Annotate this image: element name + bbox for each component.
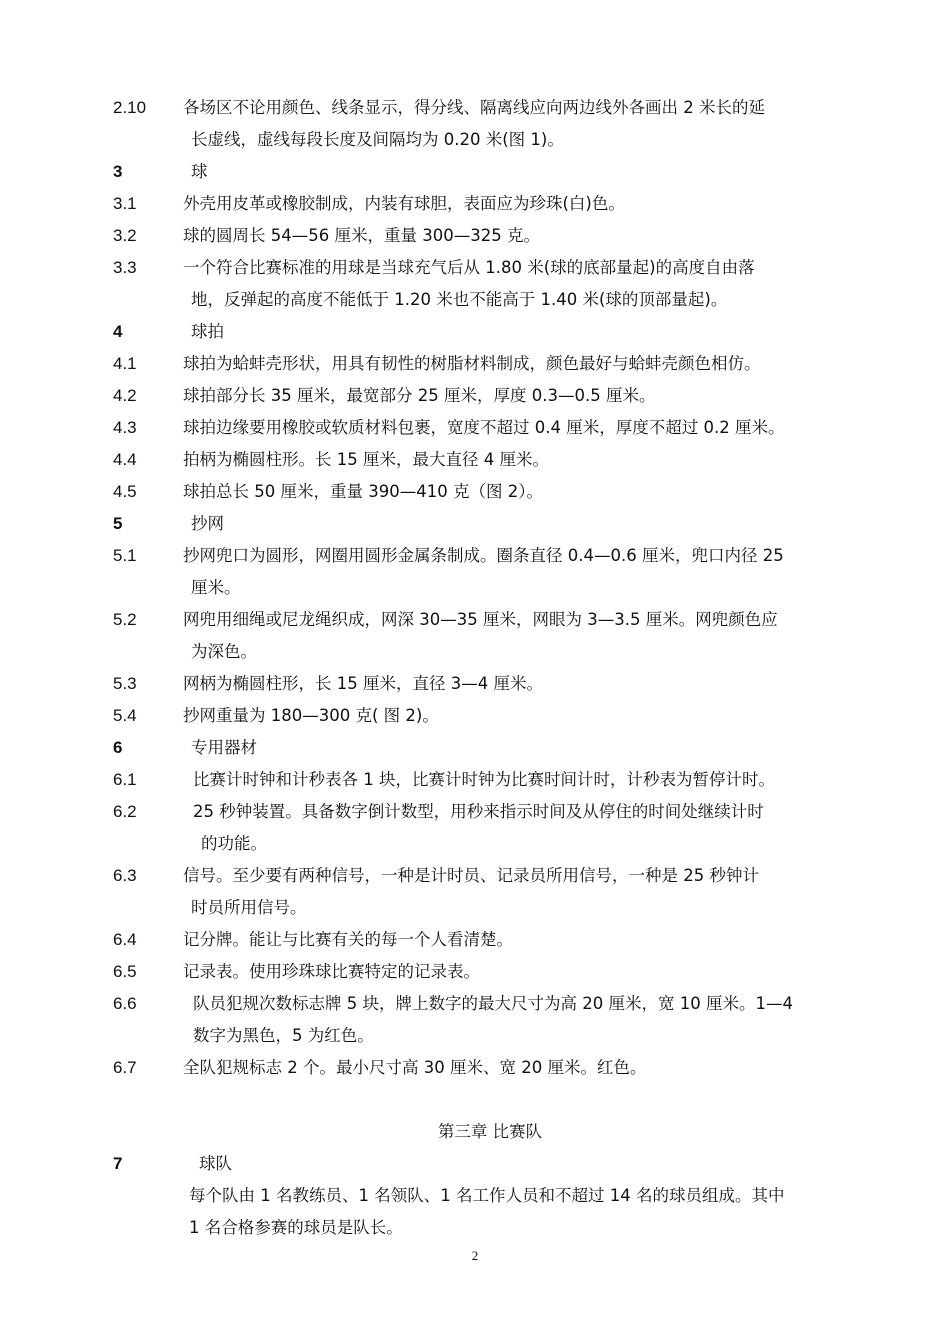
section-number: 6.5 — [113, 962, 137, 981]
section-text: 球拍总长 50 厘米，重量 390—410 克（图 2）。 — [183, 482, 543, 501]
section-heading: 球拍 — [191, 322, 224, 341]
section-text — [193, 988, 873, 1052]
section-number: 4.1 — [113, 354, 137, 373]
section-number: 6.4 — [113, 930, 137, 949]
section-heading: 专用器材 — [191, 738, 257, 757]
section-number: 6.7 — [113, 1058, 137, 1077]
section-number: 3.2 — [113, 226, 137, 245]
section-number: 3.3 — [113, 258, 137, 277]
section-text: 球的圆周长 54—56 厘米，重量 300—325 克。 — [183, 226, 540, 245]
section-text: 外壳用皮革或橡胶制成，内装有球胆，表面应为珍珠(白)色。 — [183, 194, 625, 213]
section-text: 记分牌。能让与比赛有关的每一个人看清楚。 — [183, 930, 513, 949]
section-number: 4 — [113, 322, 123, 341]
section-text: 全队犯规标志 2 个。最小尺寸高 30 厘米、宽 20 厘米。红色。 — [183, 1058, 647, 1077]
text-line: 长虚线，虚线每段长度及间隔均为 0.20 米(图 1)。 — [191, 130, 564, 149]
section-number: 6.2 — [113, 802, 137, 821]
section-text: 抄网重量为 180—300 克( 图 2)。 — [183, 706, 439, 725]
section-text — [193, 796, 873, 860]
chapter-heading: 第三章 比赛队 — [437, 1122, 543, 1141]
text-line: 地，反弹起的高度不能低于 1.20 米也不能高于 1.40 米(球的顶部量起)。 — [191, 290, 728, 309]
text-line: 一个符合比赛标准的用球是当球充气后从 1.80 米(球的底部量起)的高度自由落 — [183, 258, 755, 277]
section-number: 5.2 — [113, 610, 137, 629]
section-number: 3 — [113, 162, 123, 181]
section-number: 6 — [113, 738, 123, 757]
text-line: 每个队由 1 名教练员、1 名领队、1 名工作人员和不超过 14 名的球员组成。其中 — [189, 1186, 785, 1205]
section-heading: 球队 — [199, 1154, 232, 1173]
section-number: 4.2 — [113, 386, 137, 405]
text-line: 各场区不论用颜色、线条显示，得分线、隔离线应向两边线外各画出 2 米长的延 — [183, 98, 765, 117]
section-number: 5 — [113, 514, 123, 533]
section-text: 球拍部分长 35 厘米，最宽部分 25 厘米，厚度 0.3—0.5 厘米。 — [183, 386, 656, 405]
section-text — [189, 1180, 869, 1244]
page-number: 2 — [471, 1248, 479, 1263]
section-text — [183, 540, 863, 604]
section-text — [183, 252, 863, 316]
text-line: 为深色。 — [191, 642, 257, 661]
text-line: 数字为黑色，5 为红色。 — [193, 1026, 374, 1045]
section-number: 4.3 — [113, 418, 137, 437]
section-number: 5.1 — [113, 546, 137, 565]
section-number: 3.1 — [113, 194, 137, 213]
section-text: 拍柄为椭圆柱形。长 15 厘米，最大直径 4 厘米。 — [183, 450, 549, 469]
section-text: 球拍为蛤蚌壳形状，用具有韧性的树脂材料制成，颜色最好与蛤蚌壳颜色相仿。 — [183, 354, 761, 373]
text-line: 时员所用信号。 — [191, 898, 307, 917]
text-line: 的功能。 — [201, 834, 267, 853]
section-heading: 球 — [191, 162, 208, 181]
text-line: 25 秒钟装置。具备数字倒计数型，用秒来指示时间及从停住的时间处继续计时 — [193, 802, 764, 821]
section-number: 6.1 — [113, 770, 137, 789]
section-text: 球拍边缘要用橡胶或软质材料包裹，宽度不超过 0.4 厘米，厚度不超过 0.2 厘米。 — [183, 418, 785, 437]
section-text — [183, 92, 863, 156]
text-line: 厘米。 — [191, 578, 241, 597]
text-line: 1 名合格参赛的球员是队长。 — [189, 1218, 403, 1237]
section-text — [183, 604, 863, 668]
section-number: 6.6 — [113, 994, 137, 1013]
section-text — [183, 860, 863, 924]
section-number: 6.3 — [113, 866, 137, 885]
section-text: 网柄为椭圆柱形，长 15 厘米，直径 3—4 厘米。 — [183, 674, 543, 693]
section-number: 5.4 — [113, 706, 137, 725]
text-line: 信号。至少要有两种信号，一种是计时员、记录员所用信号，一种是 25 秒钟计 — [183, 866, 759, 885]
section-number: 4.5 — [113, 482, 137, 501]
section-number: 4.4 — [113, 450, 137, 469]
text-line: 抄网兜口为圆形，网圈用圆形金属条制成。圈条直径 0.4—0.6 厘米，兜口内径 25 — [183, 546, 784, 565]
text-line: 队员犯规次数标志牌 5 块，牌上数字的最大尺寸为高 20 厘米，宽 10 厘米。1—4 — [193, 994, 793, 1013]
text-line: 网兜用细绳或尼龙绳织成，网深 30—35 厘米，网眼为 3—3.5 厘米。网兜颜色应 — [183, 610, 778, 629]
section-number: 2.10 — [113, 98, 147, 117]
section-text: 记录表。使用珍珠球比赛特定的记录表。 — [183, 962, 480, 981]
section-number: 5.3 — [113, 674, 137, 693]
section-heading: 抄网 — [191, 514, 224, 533]
section-text: 比赛计时钟和计秒表各 1 块，比赛计时钟为比赛时间计时，计秒表为暂停计时。 — [193, 770, 775, 789]
section-number: 7 — [113, 1154, 123, 1173]
